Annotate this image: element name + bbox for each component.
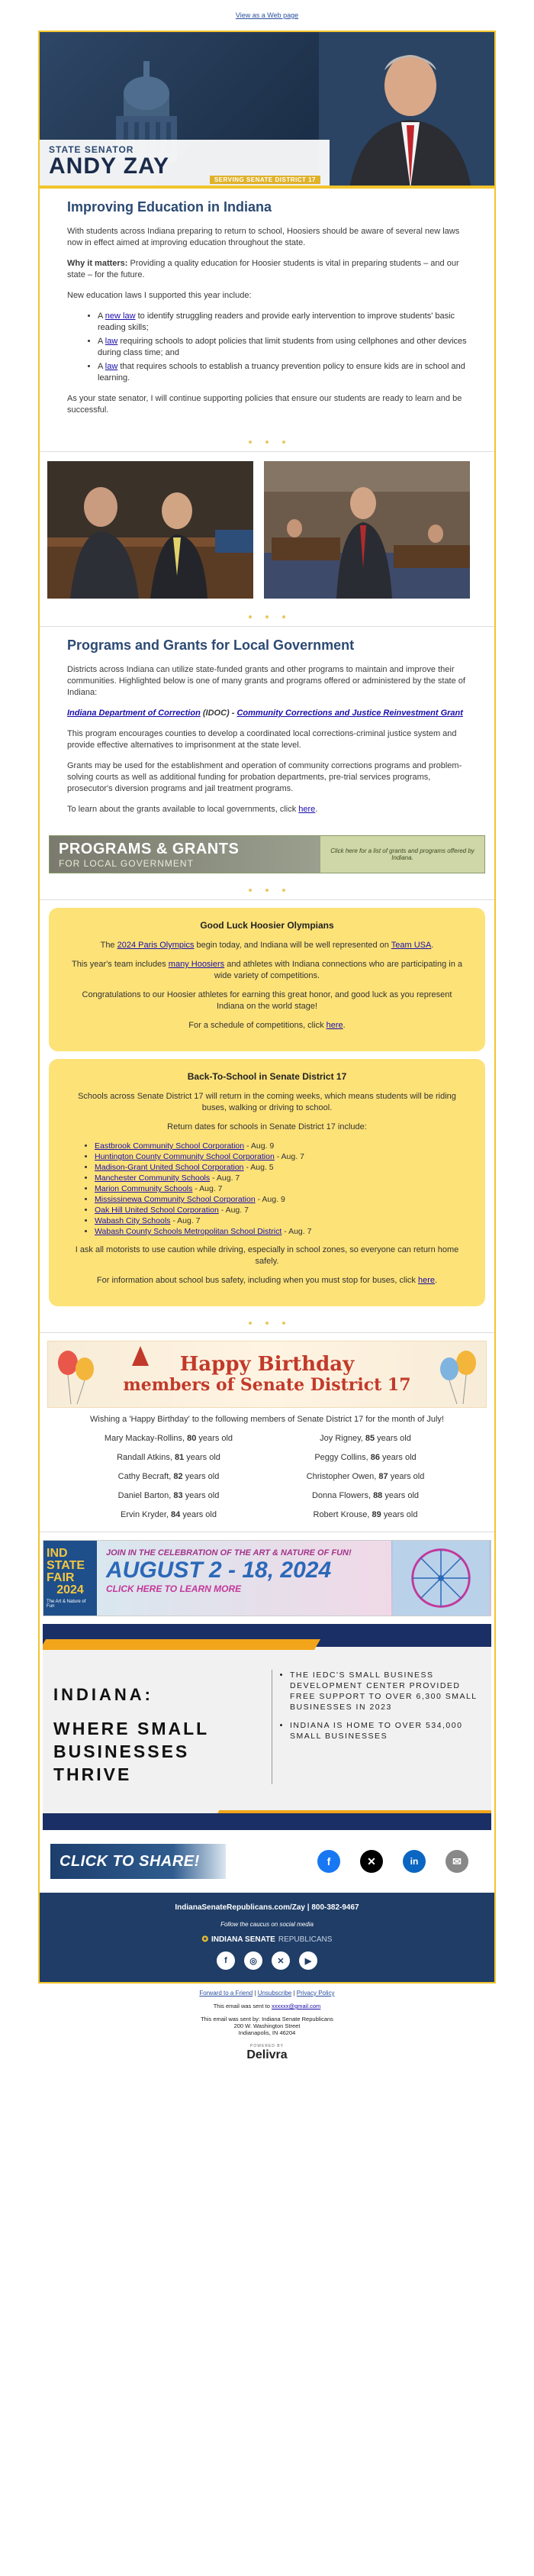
gold-divider: [40, 186, 494, 189]
indiana-seal-icon: ✪: [201, 1935, 208, 1944]
programs-banner-cta: Click here for a list of grants and programs offered by Indiana.: [320, 836, 484, 873]
grants-here-link[interactable]: here: [298, 805, 316, 814]
email-icon[interactable]: ✉: [446, 1850, 468, 1873]
ccjr-grant-link[interactable]: Community Corrections and Justice Reinvestment Grant: [236, 709, 463, 718]
unsubscribe-link[interactable]: Unsubscribe: [257, 1990, 292, 1997]
school-p2: Return dates for schools in Senate District 17 include:: [167, 1122, 367, 1131]
programs-title: Programs and Grants for Local Government: [67, 638, 355, 653]
truancy-law-link[interactable]: law: [105, 362, 118, 371]
school-link[interactable]: Madison-Grant United School Corporation: [95, 1163, 244, 1172]
dot-divider: [40, 1314, 494, 1332]
share-row: [43, 1841, 491, 1882]
footer-follow-text: Follow the caucus on social media: [220, 1921, 314, 1928]
birthday-person: Peggy Collins, 86 years old: [314, 1453, 417, 1462]
senator-photo: [319, 32, 494, 189]
olympics-title: Good Luck Hoosier Olympians: [200, 920, 334, 931]
senate-republicans-logo: ✪ INDIANA SENATE REPUBLICANS: [201, 1935, 333, 1944]
school-link[interactable]: Marion Community Schools: [95, 1184, 193, 1193]
privacy-policy-link[interactable]: Privacy Policy: [296, 1990, 335, 1997]
forward-to-friend-link[interactable]: Forward to a Friend: [199, 1990, 253, 1997]
programs-p3: To learn about the grants available to local governments, click here.: [67, 805, 318, 814]
legal-links: Forward to a Friend | Unsubscribe | Privacy Policy: [199, 1990, 335, 1997]
olympics-p2: This year's team includes many Hoosiers and athletes with Indiana connections who are participating in a wide variety of competitions.: [71, 960, 463, 980]
programs-section: [40, 627, 494, 832]
birthday-person: Christopher Owen, 87 years old: [306, 1472, 425, 1481]
school-link[interactable]: Oak Hill United School Corporation: [95, 1206, 219, 1215]
olympics-box: [49, 908, 485, 1051]
state-fair-banner[interactable]: [43, 1540, 491, 1616]
balloons-icon: [434, 1346, 480, 1404]
ferris-wheel-image: [391, 1541, 491, 1616]
why-label: Why it matters:: [67, 259, 128, 268]
cellphone-law-link[interactable]: law: [105, 337, 118, 346]
click-to-share-button[interactable]: CLICK TO SHARE!: [50, 1844, 226, 1879]
view-as-web-page-link[interactable]: View as a Web page: [235, 11, 299, 19]
list-item: • THE IEDC'S SMALL BUSINESS DEVELOPMENT CENTER PROVIDED FREE SUPPORT TO OVER 6,300 SMALL BUSINESSES IN 2023: [290, 1670, 478, 1712]
laws-intro: New education laws I supported this year include:: [67, 291, 252, 300]
list-item: • Mississinewa Community School Corporation - Aug. 9: [95, 1194, 467, 1205]
birthday-grid: [40, 1431, 494, 1532]
list-item: • Wabash City Schools - Aug. 7: [95, 1215, 467, 1226]
share-icons: [317, 1850, 468, 1873]
idoc-grant-heading: Indiana Department of Correction (IDOC) - Community Corrections and Justice Reinvestment Grant: [67, 709, 463, 718]
senator-name: ANDY ZAY: [49, 153, 170, 179]
school-p4: For information about school bus safety, including when you must stop for buses, click here.: [96, 1276, 438, 1285]
linkedin-icon[interactable]: in: [403, 1850, 426, 1873]
state-fair-text: [97, 1541, 391, 1616]
list-item: • INDIANA IS HOME TO OVER 534,000 SMALL BUSINESSES: [290, 1720, 478, 1742]
school-list: [95, 1141, 467, 1237]
header-banner: [40, 32, 494, 189]
divider-line: [40, 1332, 494, 1333]
legal-footer: [0, 1984, 534, 2062]
birthday-person: Randall Atkins, 81 years old: [117, 1453, 220, 1462]
school-p1: Schools across Senate District 17 will return in the coming weeks, which means students will be riding buses, walking or driving to school.: [78, 1092, 456, 1112]
school-title: Back-To-School in Senate District 17: [187, 1071, 347, 1082]
name-band: [40, 140, 330, 189]
party-hat-icon: [132, 1346, 149, 1366]
competition-schedule-link[interactable]: here: [326, 1021, 343, 1030]
programs-p2: Grants may be used for the establishment and operation of community corrections programs and problem-solving courts as well as additional funding for probation departments, pre-trial services programs, prosecutor's diversion programs and jail treatment programs.: [67, 761, 462, 793]
footer-site-phone[interactable]: IndianaSenateRepublicans.com/Zay | 800-382-9467: [175, 1903, 359, 1912]
state-fair-tagline: JOIN IN THE CELEBRATION OF THE ART & NATURE OF FUN!: [106, 1548, 352, 1558]
programs-banner-left: [50, 836, 320, 873]
birthday-person: Robert Krouse, 89 years old: [313, 1510, 418, 1519]
list-item: • Wabash County Schools Metropolitan School District - Aug. 7: [95, 1226, 467, 1237]
birthday-person: Donna Flowers, 88 years old: [311, 1491, 420, 1500]
senate-floor-photo-2: [264, 461, 470, 599]
olympics-p3: Congratulations to our Hoosier athletes for earning this great honor, and good luck as you represent Indiana on the world stage!: [82, 990, 452, 1011]
education-section: [40, 189, 494, 433]
new-law-link[interactable]: new law: [105, 312, 136, 321]
school-link[interactable]: Mississinewa Community School Corporation: [95, 1195, 256, 1204]
facebook-icon[interactable]: f: [317, 1850, 340, 1873]
footer: [40, 1893, 494, 1982]
list-item: • Manchester Community Schools - Aug. 7: [95, 1173, 467, 1183]
iedc-facts: [279, 1670, 478, 1749]
powered-by-label: POWERED BY: [250, 2044, 284, 2048]
top-bar: [0, 0, 534, 31]
facebook-icon[interactable]: f: [217, 1951, 235, 1970]
youtube-icon[interactable]: ▶: [299, 1951, 317, 1970]
laws-list: [98, 311, 467, 384]
divider-line: [40, 899, 494, 900]
senate-floor-photo-1: [47, 461, 253, 599]
email-frame: [38, 31, 496, 1984]
list-item: • A new law to identify struggling readers and provide early intervention to improve students' basic reading skills;: [98, 311, 467, 334]
school-link[interactable]: Wabash City Schools: [95, 1216, 171, 1225]
state-senator-label: STATE SENATOR: [49, 144, 134, 155]
bus-safety-link[interactable]: here: [417, 1276, 436, 1285]
many-hoosiers-link[interactable]: many Hoosiers: [168, 960, 225, 969]
birthday-intro: Wishing a 'Happy Birthday' to the following members of Senate District 17 for the month of July!: [90, 1415, 444, 1424]
x-icon[interactable]: ✕: [272, 1951, 290, 1970]
birthday-subtitle: members of Senate District 17: [123, 1375, 411, 1395]
birthday-person: Cathy Becraft, 82 years old: [117, 1472, 220, 1481]
olympics-p1: The 2024 Paris Olympics begin today, and Indiana will be well represented on Team USA.: [100, 941, 434, 950]
instagram-icon[interactable]: ◎: [244, 1951, 262, 1970]
x-icon[interactable]: ✕: [360, 1850, 383, 1873]
school-link[interactable]: Huntington County Community School Corporation: [95, 1152, 275, 1161]
state-fair-cta: CLICK HERE TO LEARN MORE: [106, 1583, 242, 1594]
team-usa-link[interactable]: Team USA: [391, 941, 432, 950]
why-it-matters: [67, 258, 467, 281]
iedc-small-business-graphic: [43, 1624, 491, 1830]
programs-intro: Districts across Indiana can utilize state-funded grants and other programs to maintain and improve their communities. Highlighted below is one of many grants and programs offered or administered by the state of Indiana:: [67, 665, 465, 697]
birthday-person: Joy Rigney, 85 years old: [320, 1434, 411, 1443]
sent-to-line: This email was sent to xxxxxx@gmail.com: [213, 2003, 321, 2009]
programs-p1: This program encourages counties to develop a coordinated local corrections-criminal justice system and provide effective alternatives to imprisonment at the state level.: [67, 729, 457, 750]
birthday-person: Ervin Kryder, 84 years old: [121, 1510, 217, 1519]
balloons-icon: [54, 1346, 100, 1404]
delivra-logo[interactable]: Delivra: [246, 2048, 288, 2061]
photo-row: [40, 452, 494, 608]
school-link[interactable]: Eastbrook Community School Corporation: [95, 1141, 245, 1151]
list-item: • A law that requires schools to establish a truancy prevention policy to ensure kids are in school and learning.: [98, 361, 467, 384]
education-closing: As your state senator, I will continue supporting policies that ensure our students are ready to learn and be successful.: [67, 394, 462, 415]
school-p3: I ask all motorists to use caution while driving, especially in school zones, so everyone can return home safely.: [75, 1245, 459, 1266]
list-item: • A law requiring schools to adopt policies that limit students from using cellphones and other devices during class time; and: [98, 336, 467, 359]
iedc-headline: INDIANA: WHERE SMALL BUSINESSES THRIVE: [53, 1685, 209, 1784]
birthday-person: Mary Mackay-Rollins, 80 years old: [104, 1434, 233, 1443]
paris-olympics-link[interactable]: 2024 Paris Olympics: [117, 941, 195, 950]
list-item: • Eastbrook Community School Corporation - Aug. 9: [95, 1141, 467, 1151]
education-title: Improving Education in Indiana: [67, 199, 272, 215]
list-item: • Huntington County Community School Corporation - Aug. 7: [95, 1151, 467, 1162]
programs-banner-title: PROGRAMS & GRANTS: [59, 841, 240, 857]
school-link[interactable]: Manchester Community Schools: [95, 1173, 211, 1183]
list-item: • Marion Community Schools - Aug. 7: [95, 1183, 467, 1194]
recipient-email-link[interactable]: xxxxxx@gmail.com: [271, 2003, 321, 2009]
back-to-school-box: [49, 1059, 485, 1306]
list-item: • Oak Hill United School Corporation - Aug. 7: [95, 1205, 467, 1215]
dot-divider: [40, 433, 494, 451]
state-fair-logo: IND STATE FAIR 2024 The Art & Nature of Fun: [43, 1541, 97, 1616]
birthday-title: Happy Birthday: [179, 1353, 355, 1376]
olympics-p4: For a schedule of competitions, click here.: [188, 1021, 346, 1030]
list-item: • Madison-Grant United School Corporation - Aug. 5: [95, 1162, 467, 1173]
school-link[interactable]: Wabash County Schools Metropolitan School District: [95, 1227, 282, 1236]
district-label: SERVING SENATE DISTRICT 17: [210, 176, 320, 184]
state-fair-dates: AUGUST 2 - 18, 2024: [106, 1558, 332, 1583]
birthday-banner: [47, 1341, 487, 1408]
programs-grants-banner[interactable]: [49, 835, 485, 873]
footer-social-icons: [47, 1951, 487, 1970]
education-intro: With students across Indiana preparing to return to school, Hoosiers should be aware of several new laws now in effect aimed at improving education throughout the state.: [67, 227, 460, 247]
dot-divider: [40, 881, 494, 899]
birthday-person: Daniel Barton, 83 years old: [117, 1491, 220, 1500]
dot-divider: [40, 608, 494, 626]
programs-banner-subtitle: FOR LOCAL GOVERNMENT: [59, 858, 194, 869]
why-text: Providing a quality education for Hoosier students is vital in preparing students – and our state – for the future.: [67, 259, 459, 279]
idoc-link[interactable]: Indiana Department of Correction: [67, 709, 201, 718]
sender-address: This email was sent by: Indiana Senate Republicans 200 W. Washington Street Indianapolis, IN 46204: [201, 2016, 333, 2036]
